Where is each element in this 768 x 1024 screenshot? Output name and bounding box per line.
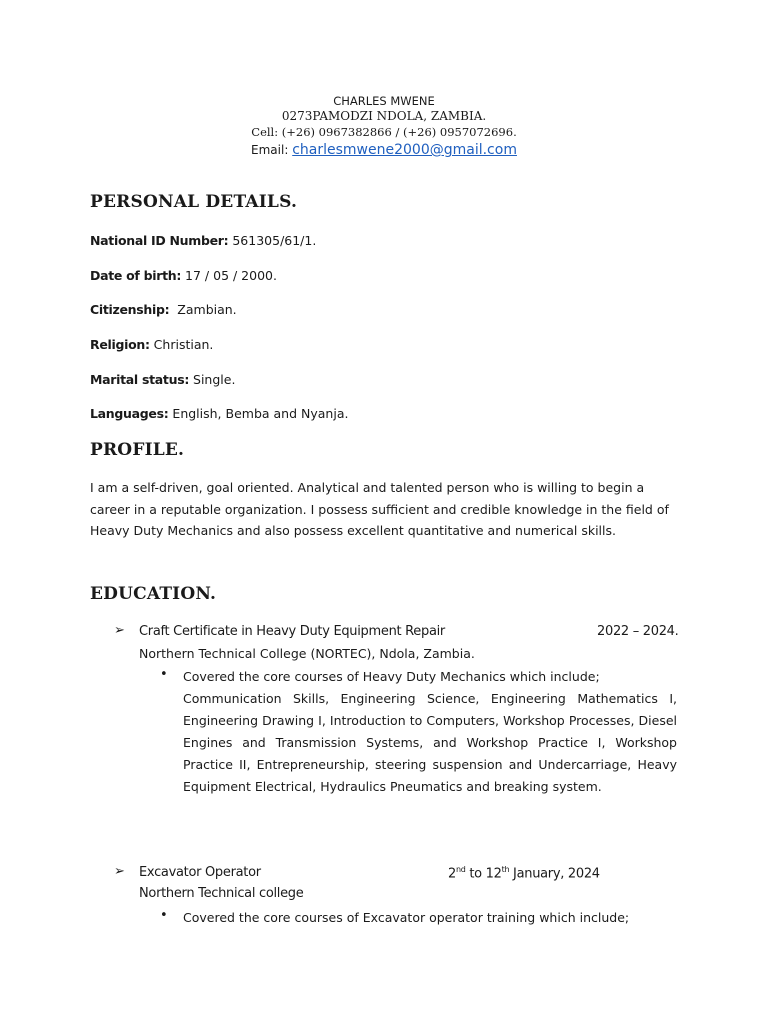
candidate-phone: Cell: (+26) 0967382866 / (+26) 0957072696. — [251, 125, 517, 139]
education-item-institution: Northern Technical College (NORTEC), Ndola, Zambia. — [139, 646, 475, 661]
arrow-bullet-icon: ➢ — [114, 864, 125, 879]
row-value: 561305/61/1. — [228, 233, 317, 248]
candidate-email-line — [0, 142, 768, 158]
education-item-date: 2nd to 12th January, 2024 — [448, 865, 600, 882]
personal-row-national-id — [90, 233, 316, 248]
education-item-institution: Northern Technical college — [139, 886, 304, 901]
personal-row-dob — [90, 268, 277, 283]
education-item-title: Craft Certificate in Heavy Duty Equipment Repair — [139, 624, 445, 639]
row-label: National ID Number: — [90, 233, 229, 248]
row-value: English, Bemba and Nyanja. — [168, 406, 349, 421]
personal-row-marital-status — [90, 372, 235, 387]
candidate-address: 0273PAMODZI NDOLA, ZAMBIA. — [281, 109, 487, 123]
personal-row-languages — [90, 406, 348, 421]
bullet-text: Covered the core courses of Heavy Duty Mechanics which include; — [183, 669, 600, 684]
personal-row-religion — [90, 337, 213, 352]
row-value: Single. — [189, 372, 236, 387]
profile-heading: PROFILE. — [90, 440, 185, 460]
personal-details-heading: PERSONAL DETAILS. — [90, 192, 298, 212]
education-item-description — [183, 907, 677, 929]
row-value: Zambian. — [169, 302, 237, 317]
row-label: Religion: — [90, 337, 150, 352]
row-label: Marital status: — [90, 372, 190, 387]
email-label: Email: — [251, 143, 289, 157]
profile-text: I am a self-driven, goal oriented. Analytical and talented person who is willing to begin a career in a reputable organization. I possess sufficient and credible knowledge in the field of Heavy Duty Mechanics and also possess excellent quantitative and numerical skills. — [90, 480, 669, 538]
row-label: Citizenship: — [90, 302, 170, 317]
arrow-bullet-icon: ➢ — [114, 623, 125, 638]
candidate-name: CHARLES MWENE — [333, 94, 435, 108]
education-item-title: Excavator Operator — [139, 865, 261, 880]
bullet-text: Covered the core courses of Excavator operator training which include; — [183, 910, 630, 925]
personal-row-citizenship — [90, 302, 237, 317]
row-value: 17 / 05 / 2000. — [181, 268, 277, 283]
row-label: Languages: — [90, 406, 169, 421]
bullet-icon: • — [160, 908, 168, 923]
education-item-description — [183, 666, 677, 797]
row-value: Christian. — [149, 337, 214, 352]
email-link[interactable]: charlesmwene2000@gmail.com — [292, 142, 517, 158]
bullet-icon: • — [160, 667, 168, 682]
course-list: Communication Skills, Engineering Science, Engineering Mathematics I, Engineering Drawing I, Introduction to Computers, Workshop Processes, Diesel Engines and Transmission Systems, and Workshop Practice I, Workshop Practice II, Entrepreneurship, steering suspension and Undercarriage, Heavy Equipment Electrical, Hydraulics Pneumatics and breaking system. — [183, 690, 677, 794]
education-item-date: 2022 – 2024. — [597, 624, 679, 639]
education-heading: EDUCATION. — [90, 584, 217, 604]
row-label: Date of birth: — [90, 268, 182, 283]
